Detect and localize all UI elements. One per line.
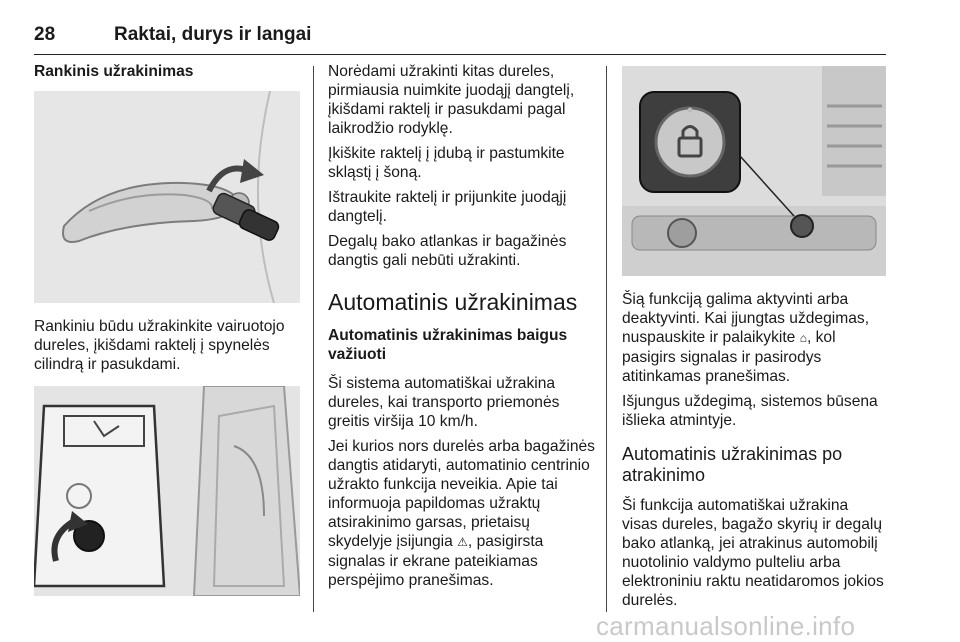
page-number: 28: [34, 24, 56, 45]
auto-lock-open-door-text: [328, 437, 598, 590]
subheading-lock-after-driving: Automatinis užrakinimas baigus važiuoti: [328, 327, 568, 363]
auto-lock-open-door-text-a: Jei kurios nors durelės arba bagažinės dangtis atidaryti, automatinio centrinio užrakto funkcija neveikia. Apie tai informuoja papildomas užraktų atsirakinimo garsas, prietaisų skydelyje įsijungia: [328, 438, 595, 550]
door-open-warning-icon: ⚠: [457, 535, 468, 549]
column-divider: [606, 66, 607, 612]
manual-locking-text: Rankiniu būdu užrakinkite vairuotojo dureles, įkišdami raktelį į spynelės cilindrą ir pasukdami.: [34, 318, 285, 373]
auto-lock-open-door-text-b: , pasigirsta signalas ir ekrane pateikiamas perspėjimo pranešimas.: [328, 533, 544, 589]
central-lock-button-illustration: [622, 66, 886, 276]
lock-other-doors-text: Norėdami užrakinti kitas dureles, pirmiausia nuimkite juodąjį dangtelį, įkišdami raktelį ir pasukdami pagal laikrodžio rodyklę.: [328, 63, 575, 137]
running-title: Raktai, durys ir langai: [114, 24, 312, 45]
insert-key-text: Įkiškite raktelį į įdubą ir pastumkite skląstį į šoną.: [328, 145, 565, 181]
column-left: [34, 62, 300, 596]
fuel-flap-note: Degalų bako atlankas ir bagažinės dangtis gali nebūti užrakinti.: [328, 233, 567, 269]
door-handle-key-illustration: [34, 91, 300, 303]
auto-lock-speed-text: Ši sistema automatiškai užrakina dureles, kai transporto priemonės greitis viršija 10 km/h.: [328, 375, 560, 430]
section-automatic-locking: Automatinis užrakinimas: [328, 289, 578, 315]
watermark: carmanualsonline.info: [596, 611, 856, 641]
page-header: [34, 20, 886, 55]
column-right: [622, 62, 886, 610]
activation-text: [622, 290, 886, 386]
column-divider: [313, 66, 314, 612]
lock-after-unlocking-text: Ši funkcija automatiškai užrakina visas dureles, bagažo skyrių ir degalų bako atlanką, jei atrakinus automobilį nuotolinio valdymo pulteliu arba elektroniniu raktu neatidaromos jokios durelės.: [622, 497, 884, 609]
door-lock-cover-illustration: [34, 386, 300, 596]
lock-button-icon: ⌂: [799, 331, 807, 345]
activation-text-b: , kol pasigirs signalas ir pasirodys atitinkamas pranešimas.: [622, 329, 836, 385]
memory-text: Išjungus uždegimą, sistemos būsena išlieka atmintyje.: [622, 393, 878, 429]
column-middle: [328, 62, 598, 590]
activation-text-a: Šią funkciją galima aktyvinti arba deaktyvinti. Kai įjungtas uždegimas, nuspauskite ir palaikykite: [622, 291, 870, 346]
section-lock-after-unlocking: Automatinis užrakinimas po atrakinimo: [622, 444, 843, 485]
heading-manual-locking: Rankinis užrakinimas: [34, 63, 194, 80]
remove-key-text: Ištraukite raktelį ir prijunkite juodąjį dangtelį.: [328, 189, 567, 225]
